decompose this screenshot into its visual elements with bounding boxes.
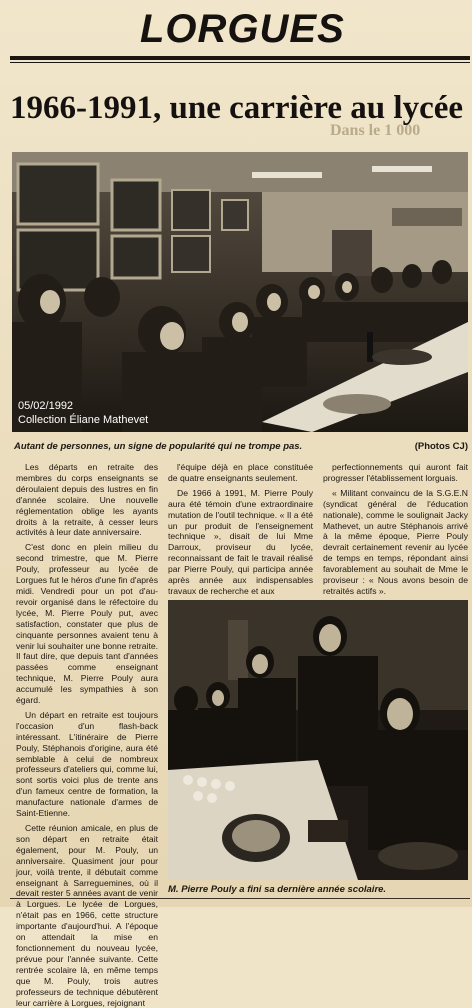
paragraph: Cette réunion amicale, en plus de son départ en retraite était également, pour M. Pouly, un anniversaire. Quasiment jour pour jour, voilà trente, il débutait comme enseignant à Sarreguemines, où il devait rester 5 années avant de venir à Lorgues. Le lycée de Lorgues, n'était pas en 1966, cette structure importante d'aujourd'hui. A l'époque on attendait la mise en fonctionnement du nouveau lycée, prévue pour l'année suivante. Cette rentrée scolaire là, en même temps que M. Pouly, trois autres professeurs de technique débutèrent leur carrière à Lorgues, rejoignant [16,823,158,1008]
photo-credit: (Photos CJ) [414,441,468,452]
photo-reception [12,152,468,432]
paragraph: perfectionnements qui auront fait progresser l'établissement lorguais. [323,462,468,483]
paragraph: De 1966 à 1991, M. Pierre Pouly aura été témoin d'une extraordinaire mutation de l'outil technique. « Il a été un pur produit de l'enseignement technique », disait de lui Mme Darroux, proviseur du lycée, reconnaissant de fait le travail réalisé par Pierre Pouly, qui participa année après année aux indispensables travaux de recherche et aux [168,487,313,596]
collection-overlay: Collection Éliane Mathevet [18,414,149,426]
photo-caption-2: M. Pierre Pouly a fini sa dernière année scolaire. [168,884,387,895]
article-column-2 [168,462,313,596]
bottom-rule [10,898,470,899]
date-overlay: 05/02/1992 [18,400,74,412]
photo-caption: Autant de personnes, un signe de popularité qui ne trompe pas. [14,441,303,452]
bleed-through-text: Dans le 1 000 [330,122,421,139]
section-title: LORGUES [140,7,345,51]
paragraph: « Militant convaincu de la S.G.E.N (syndicat général de l'éducation nationale), comme le soulignait Jacky Mathevet, un autre Stéphanois arrivé à la même époque, Pierre Pouly devrait certainement revenir au lycée de temps en temps, répondant ainsi favorablement au souhait de Mme le proviseur : « Nous avons besoin de retraités actifs ». [323,487,468,596]
header-rule [10,56,470,60]
paragraph: Un départ en retraite est toujours l'occasion d'un flash-back intéressant. L'itinéraire de Pierre Pouly, Stéphanois d'origine, aura été semblable à celui de nombreux professeurs d'ateliers qui, comme lui, sont sortis voici plus de trente ans d'un fameux centre de formation, la manufacture nationale d'armes de Saint-Etienne. [16,709,158,819]
header-rule-thin [10,62,470,63]
photo-pierre-pouly [168,600,468,880]
paragraph: C'est donc en plein milieu du second trimestre, que M. Pierre Pouly, professeur au lycée de Lorgues fut le héros d'une fin d'après midi. Vendredi pour un pot d'au-revoir organisé dans le réfectoire du lycée, M. Pierre Pouly put, avec satisfaction, constater que plus de cinquante personnes avaient tenu à venir lui souhaiter une bonne retraite. Il faut dire, que depuis tant d'années passées comme enseignant technique, M. Pierre Pouly aura accumulé les sympathies à son égard. [16,542,158,706]
paragraph: l'équipe déjà en place constituée de quatre enseignants seulement. [168,462,313,483]
article-column-1 [16,462,158,1008]
headline: 1966-1991, une carrière au lycée [10,90,464,126]
paragraph: Les départs en retraite des membres du corps enseignants se déroulaient depuis des lustres en fin d'année scolaire. Une nouvelle réglementation oblige les ayants droits à la retraite, à cesser leurs activités à leur date anniversaire. [16,462,158,538]
article-column-3 [323,462,468,596]
